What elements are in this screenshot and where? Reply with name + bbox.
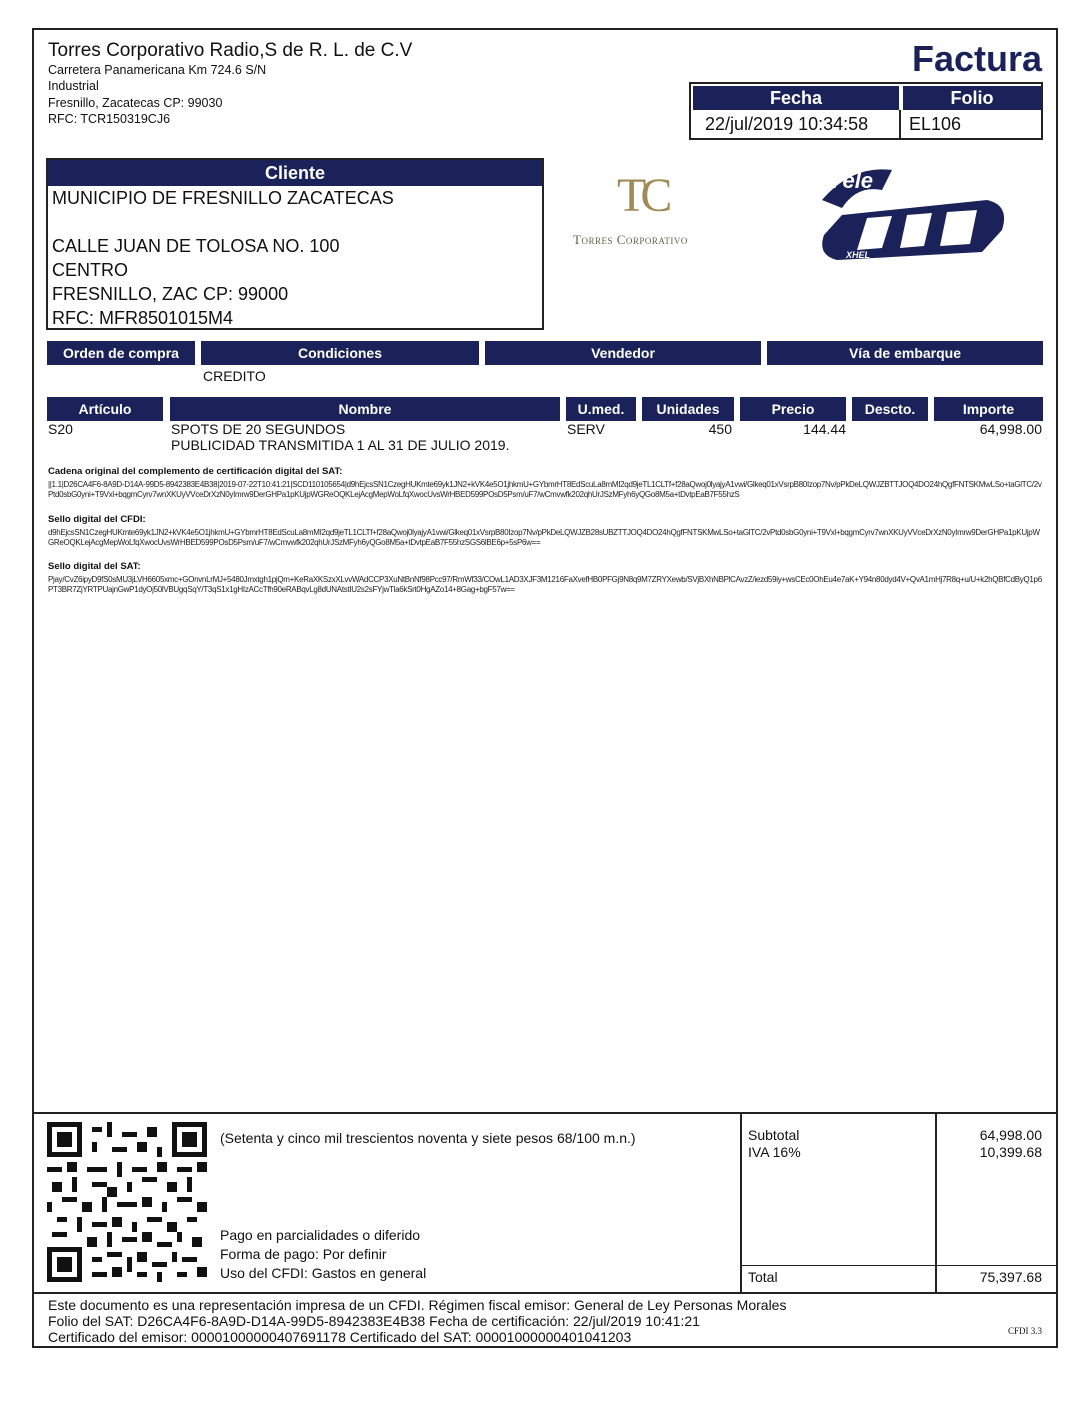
- col-descto: Descto.: [852, 397, 928, 421]
- client-colony: CENTRO: [52, 260, 128, 280]
- fecha-value: 22/jul/2019 10:34:58: [705, 114, 869, 134]
- client-rfc: RFC: MFR8501015M4: [52, 308, 234, 328]
- fecha-header: Fecha: [693, 86, 899, 110]
- total-rule: [742, 1265, 1058, 1266]
- date-divider: [899, 110, 901, 140]
- subtotal-value: 64,998.00: [979, 1127, 1042, 1143]
- iva-label: IVA 16%: [748, 1144, 801, 1160]
- station-call-sign: XHEL: [846, 250, 871, 260]
- torres-corporativo-logo: [565, 168, 735, 258]
- qr-code-graphic: [47, 1122, 207, 1282]
- cadena-original-label: Cadena original del complemento de certificación digital del SAT:: [48, 466, 343, 477]
- la-ele-station-logo: [812, 160, 1012, 270]
- payment-form: Forma de pago: Por definir: [220, 1246, 387, 1262]
- item-unidades: 450: [708, 421, 732, 437]
- item-precio: 144.44: [803, 421, 846, 437]
- client-box: [46, 158, 544, 330]
- tc-monogram: TC: [617, 169, 667, 222]
- sello-cfdi-label: Sello digital del CFDI:: [48, 514, 146, 525]
- footer-line-1: Este documento es una representación impresa de un CFDI. Régimen fiscal emisor: General de Ley Personas Morales: [48, 1297, 787, 1313]
- orden-compra-header: Orden de compra: [47, 341, 195, 365]
- issuer-name: Torres Corporativo Radio,S de R. L. de C.V: [48, 40, 413, 61]
- total-value: 75,397.68: [979, 1269, 1042, 1285]
- qr-code: [47, 1122, 207, 1282]
- client-header: Cliente: [48, 160, 542, 186]
- total-label: Total: [748, 1269, 778, 1285]
- amount-in-words: (Setenta y cinco mil trescientos noventa y siete pesos 68/100 m.n.): [220, 1130, 636, 1146]
- iva-value: 10,399.68: [979, 1144, 1042, 1160]
- totals-divider-2: [935, 1112, 937, 1294]
- item-descripcion: PUBLICIDAD TRANSMITIDA 1 AL 31 DE JULIO 2019.: [171, 437, 510, 453]
- vendedor-header: Vendedor: [485, 341, 761, 365]
- footer-line-3: Certificado del emisor: 00001000000407691178 Certificado del SAT: 00001000000401041203: [48, 1329, 632, 1345]
- col-precio: Precio: [740, 397, 846, 421]
- subtotal-label: Subtotal: [748, 1127, 800, 1143]
- document-title: Factura: [911, 38, 1042, 79]
- issuer-address-3: Fresnillo, Zacatecas CP: 99030: [48, 96, 223, 110]
- item-nombre: SPOTS DE 20 SEGUNDOS: [171, 421, 346, 437]
- sello-sat-text: Pjay/CvZ6ipyD9fS0sMU3jLVH6605xmc+GOnvnLrMJ+5480Jmxtgh1pjQm+KeRaXKSzxXLvvWAdCCP3XuNtBnNf98Pcc97/RmWf33/COwL1AD3XJF3M1216FaXvefHB0PFGj9N8q9M7ZRYXewb/SVjBXhNBPlCAvzZ/iezd59iy+wsCEc0OhEu4e7aK+Y94n80dyd4V+QvA1mHj7R8q+u/U+k2hQBfCdByQ1p6PT3BR7ZjYRTPUajnGwP1dyOj50lVBUgqSqY/T3qS1x1gHIzACcTfh90eRABqvLg8dUNAtstIU2s2sFYjwTla6kSrt0HgAZo14+8Gag+bgF57w==: [48, 575, 1042, 594]
- folio-value: EL106: [909, 114, 962, 134]
- item-umed: SERV: [567, 421, 605, 437]
- folio-header: Folio: [903, 86, 1041, 110]
- client-name: MUNICIPIO DE FRESNILLO ZACATECAS: [52, 188, 394, 208]
- col-unidades: Unidades: [642, 397, 734, 421]
- issuer-address-1: Carretera Panamericana Km 724.6 S/N: [48, 63, 267, 77]
- condiciones-value: CREDITO: [203, 368, 266, 384]
- issuer-rfc: RFC: TCR150319CJ6: [48, 112, 171, 126]
- client-city: FRESNILLO, ZAC CP: 99000: [52, 284, 289, 304]
- via-embarque-header: Vía de embarque: [767, 341, 1043, 365]
- tc-name: Torres Corporativo: [573, 232, 688, 247]
- sello-sat-label: Sello digital del SAT:: [48, 561, 141, 572]
- cfdi-use: Uso del CFDI: Gastos en general: [220, 1265, 427, 1281]
- la-ele-wordmark: la ele: [818, 168, 874, 193]
- cadena-original-text: ||1.1|D26CA4F6-8A9D-D14A-99D5-8942383E4B38|2019-07-22T10:41:21|SCD110105654|d9hEjcsSN1CzegHUKmte69yk1JN2+kVK4e5O1jhkmU+GYbmrHT8EdScuLa8mMI2qd9jeTL1CLTf+f28aQwoj0lyajyA1vwi/Glkeq01xVsrpB80Izop7Nv/pPkDeLQWJZBTTJOQ4DO24hQgfFNTSKMwLSo+taGlTC/2vPtd0sbG0yni+T9Vxl+bqgmCyrv7wnXKUyVVceDrXzN0yImrw9DerGHPa1pKUjpWGReOQKLejAcgMepWoLfqXwocUvsWrHBED599POsD5Psm/uF7/wCmvwfk202qhUrJSzMFyh6yQGo8M5a+tDvtpEaB7F55hzS: [48, 480, 1042, 499]
- station-frequency: 95.1 FM: [954, 254, 988, 264]
- totals-divider-1: [740, 1112, 742, 1294]
- cfdi-version: CFDI 3.3: [1008, 1326, 1043, 1336]
- col-articulo: Artículo: [47, 397, 163, 421]
- date-folio-box: [689, 82, 1043, 140]
- condiciones-header: Condiciones: [201, 341, 479, 365]
- item-importe: 64,998.00: [979, 421, 1042, 437]
- col-importe: Importe: [934, 397, 1043, 421]
- client-street: CALLE JUAN DE TOLOSA NO. 100: [52, 236, 340, 256]
- issuer-address-2: Industrial: [48, 79, 99, 93]
- item-articulo: S20: [48, 421, 73, 437]
- col-nombre: Nombre: [170, 397, 560, 421]
- sello-cfdi-text: d9hEjcsSN1CzegHUKmte69yk1JN2+kVK4e5O1jhkmU+GYbmrHT8EdScuLa8mMI2qd9jeTL1CLTf+f28aQwoj0lyajyA1vwi/Glkeq01xVsrpB80Izop7Nv/pPkDeLQWJZB28sUBZTTJOQ4DO24hQgfFNTSKMwLSo+taGlTC/2vPtd0sbG0yni+T9Vxl+bqgmCyrv7wnXKUyVVceDrXzN0yImrw9DerGHPa1pKUjpWGReOQKLejAcgMepWoLfqXwocUvsWrHBED599POsD5Psm/uF7/wCmvwfk202qhUrJSzMFyh6yQGo8M5a+tDvtpEaB7F55hzSGS6lBE6p+5sP6w==: [48, 528, 1040, 547]
- payment-method: Pago en parcialidades o diferido: [220, 1227, 421, 1243]
- footer-line-2: Folio del SAT: D26CA4F6-8A9D-D14A-99D5-8942383E4B38 Fecha de certificación: 22/jul/2019 10:41:21: [48, 1313, 700, 1329]
- col-umed: U.med.: [566, 397, 636, 421]
